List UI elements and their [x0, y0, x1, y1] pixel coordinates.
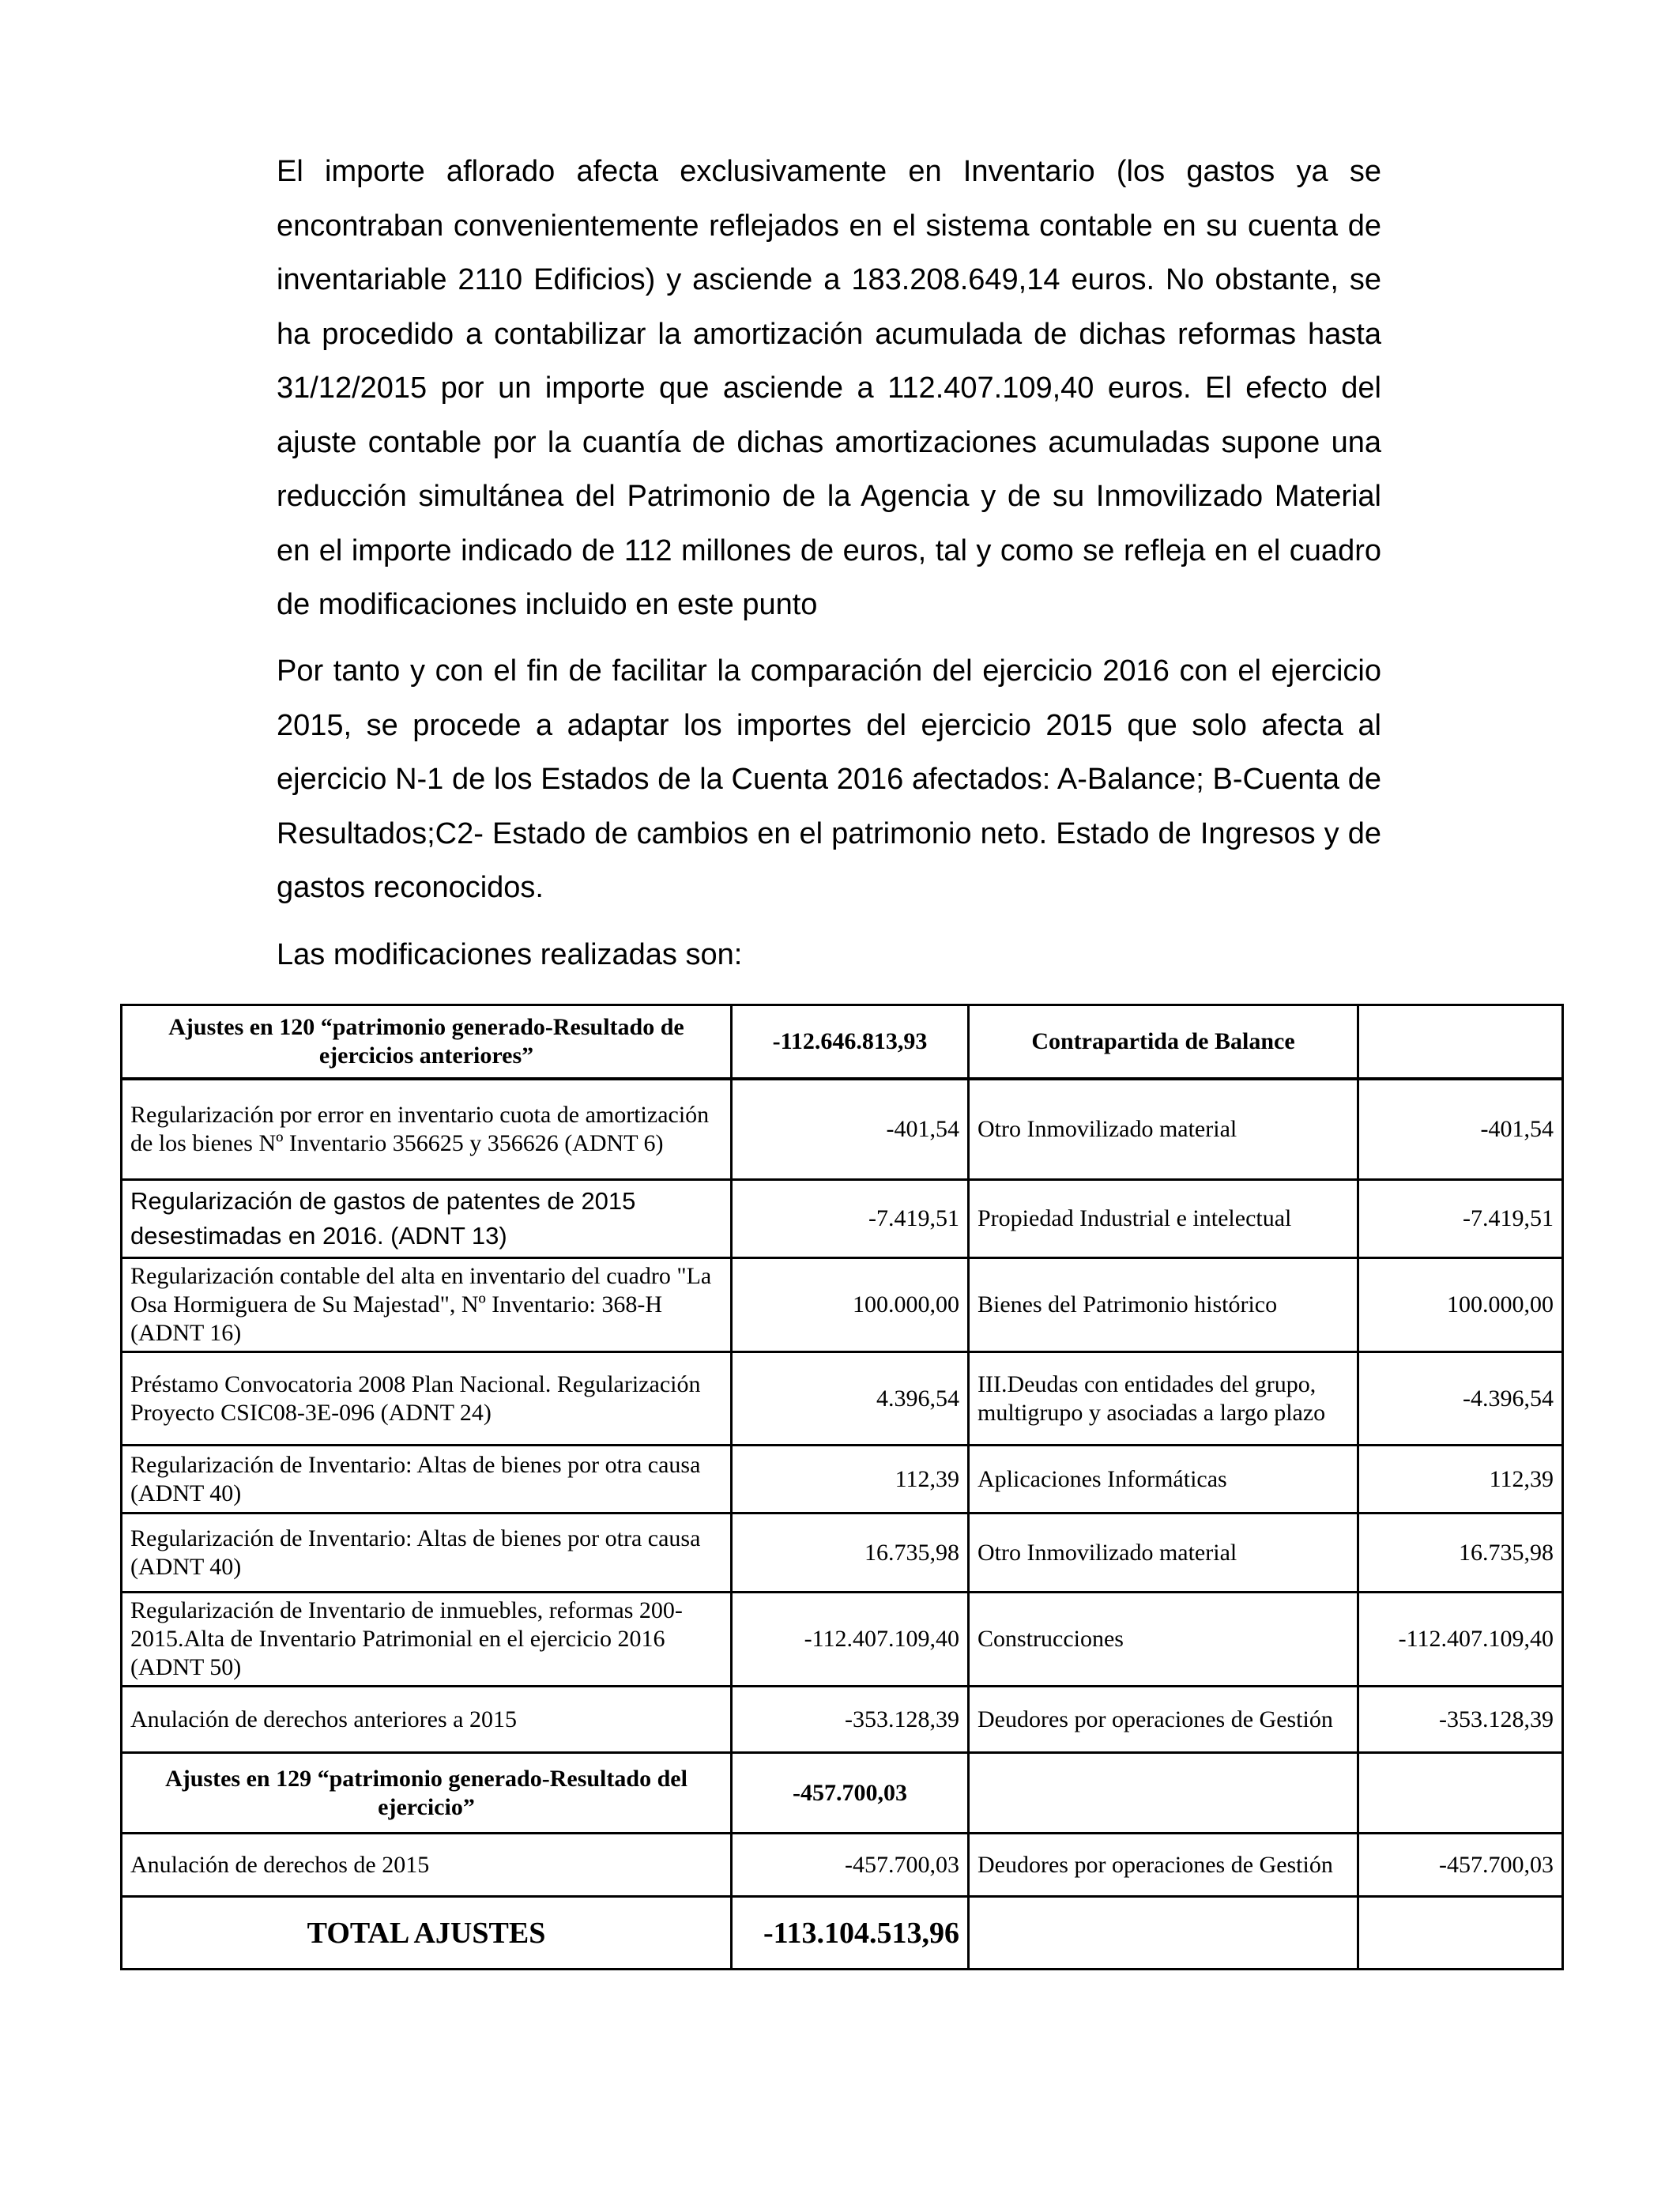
table-row [122, 1514, 1563, 1593]
concept-cell: Regularización de gastos de patentes de 2015 desestimadas en 2016. (ADNT 13) [122, 1180, 732, 1258]
section-title: Ajustes en 120 “patrimonio generado-Resultado de ejercicios anteriores” [122, 1005, 732, 1079]
paragraph-text: Por tanto y con el fin de facilitar la comparación del ejercicio 2016 con el ejercicio 2015, se procede a adaptar los importes del ejercicio 2015 que solo afecta al ejercicio N-1 de los Estados de la Cuenta 2016 afectados: A-Balance; B-Cuenta de Resultados;C2- Estado de cambios en el patrimonio neto. Estado de Ingresos y de gastos reconocidos. [277, 654, 1381, 904]
amount-cell: -457.700,03 [732, 1834, 969, 1897]
table-row [122, 1687, 1563, 1753]
counter-amount-cell: -401,54 [1358, 1079, 1563, 1180]
paragraph-text: Las modificaciones realizadas son: [277, 938, 743, 971]
account-cell: Otro Inmovilizado material [969, 1079, 1358, 1180]
account-cell: Deudores por operaciones de Gestión [969, 1687, 1358, 1753]
paragraph-comparison [277, 644, 1381, 915]
empty-cell [1358, 1753, 1563, 1834]
table-row [122, 1180, 1563, 1258]
account-cell: Bienes del Patrimonio histórico [969, 1258, 1358, 1352]
amount-cell: 112,39 [732, 1446, 969, 1514]
concept-cell: Regularización por error en inventario cuota de amortización de los bienes Nº Inventario 356625 y 356626 (ADNT 6) [122, 1079, 732, 1180]
counterpart-header: Contrapartida de Balance [969, 1005, 1358, 1079]
paragraph-text: El importe aflorado afecta exclusivamente en Inventario (los gastos ya se encontraban convenientemente reflejados en el sistema contable en su cuenta de inventariable 2110 Edificios) y asciende a 183.208.649,14 euros. No obstante, se ha procedido a contabilizar la amortización acumulada de dichas reformas hasta 31/12/2015 por un importe que asciende a 112.407.109,40 euros. El efecto del ajuste contable por la cuantía de dichas amortizaciones acumuladas supone una reducción simultánea del Patrimonio de la Agencia y de su Inmovilizado Material en el importe indicado de 112 millones de euros, tal y como se refleja en el cuadro de modificaciones incluido en este punto [277, 155, 1381, 621]
concept-cell: Regularización de Inventario: Altas de bienes por otra causa (ADNT 40) [122, 1514, 732, 1593]
amount-cell: -353.128,39 [732, 1687, 969, 1753]
amount-cell: 16.735,98 [732, 1514, 969, 1593]
paragraph-amortization [277, 145, 1381, 632]
concept-cell: Anulación de derechos de 2015 [122, 1834, 732, 1897]
account-cell: III.Deudas con entidades del grupo, multigrupo y asociadas a largo plazo [969, 1352, 1358, 1446]
amount-cell: 4.396,54 [732, 1352, 969, 1446]
empty-cell [1358, 1005, 1563, 1079]
table-row [122, 1446, 1563, 1514]
counter-amount-cell: -112.407.109,40 [1358, 1593, 1563, 1687]
section-header-row [122, 1005, 1563, 1079]
counter-amount-cell: -4.396,54 [1358, 1352, 1563, 1446]
empty-cell [969, 1753, 1358, 1834]
table-row [122, 1593, 1563, 1687]
concept-cell: Préstamo Convocatoria 2008 Plan Nacional. Regularización Proyecto CSIC08-3E-096 (ADNT 24) [122, 1352, 732, 1446]
amount-cell: -112.407.109,40 [732, 1593, 969, 1687]
counter-amount-cell: 16.735,98 [1358, 1514, 1563, 1593]
account-cell: Otro Inmovilizado material [969, 1514, 1358, 1593]
total-row [122, 1897, 1563, 1970]
section-title: Ajustes en 129 “patrimonio generado-Resultado del ejercicio” [122, 1753, 732, 1834]
concept-cell: Regularización de Inventario de inmuebles, reformas 200-2015.Alta de Inventario Patrimonial en el ejercicio 2016 (ADNT 50) [122, 1593, 732, 1687]
counter-amount-cell: 112,39 [1358, 1446, 1563, 1514]
adjustments-table [120, 1004, 1564, 1970]
table-row [122, 1352, 1563, 1446]
section-header-row [122, 1753, 1563, 1834]
counter-amount-cell: -7.419,51 [1358, 1180, 1563, 1258]
empty-cell [969, 1897, 1358, 1970]
amount-cell: 100.000,00 [732, 1258, 969, 1352]
total-amount: -113.104.513,96 [732, 1897, 969, 1970]
amount-cell: -401,54 [732, 1079, 969, 1180]
account-cell: Aplicaciones Informáticas [969, 1446, 1358, 1514]
total-label: TOTAL AJUSTES [122, 1897, 732, 1970]
table-row [122, 1834, 1563, 1897]
account-cell: Construcciones [969, 1593, 1358, 1687]
account-cell: Propiedad Industrial e intelectual [969, 1180, 1358, 1258]
account-cell: Deudores por operaciones de Gestión [969, 1834, 1358, 1897]
concept-cell: Regularización contable del alta en inventario del cuadro "La Osa Hormiguera de Su Majestad", Nº Inventario: 368-H (ADNT 16) [122, 1258, 732, 1352]
concept-cell: Anulación de derechos anteriores a 2015 [122, 1687, 732, 1753]
counter-amount-cell: -457.700,03 [1358, 1834, 1563, 1897]
amount-cell: -7.419,51 [732, 1180, 969, 1258]
counter-amount-cell: 100.000,00 [1358, 1258, 1563, 1352]
section-amount: -112.646.813,93 [732, 1005, 969, 1079]
concept-cell: Regularización de Inventario: Altas de bienes por otra causa (ADNT 40) [122, 1446, 732, 1514]
table-row [122, 1258, 1563, 1352]
empty-cell [1358, 1897, 1563, 1970]
section-amount: -457.700,03 [732, 1753, 969, 1834]
paragraph-intro-table [277, 928, 1381, 982]
counter-amount-cell: -353.128,39 [1358, 1687, 1563, 1753]
table-row [122, 1079, 1563, 1180]
